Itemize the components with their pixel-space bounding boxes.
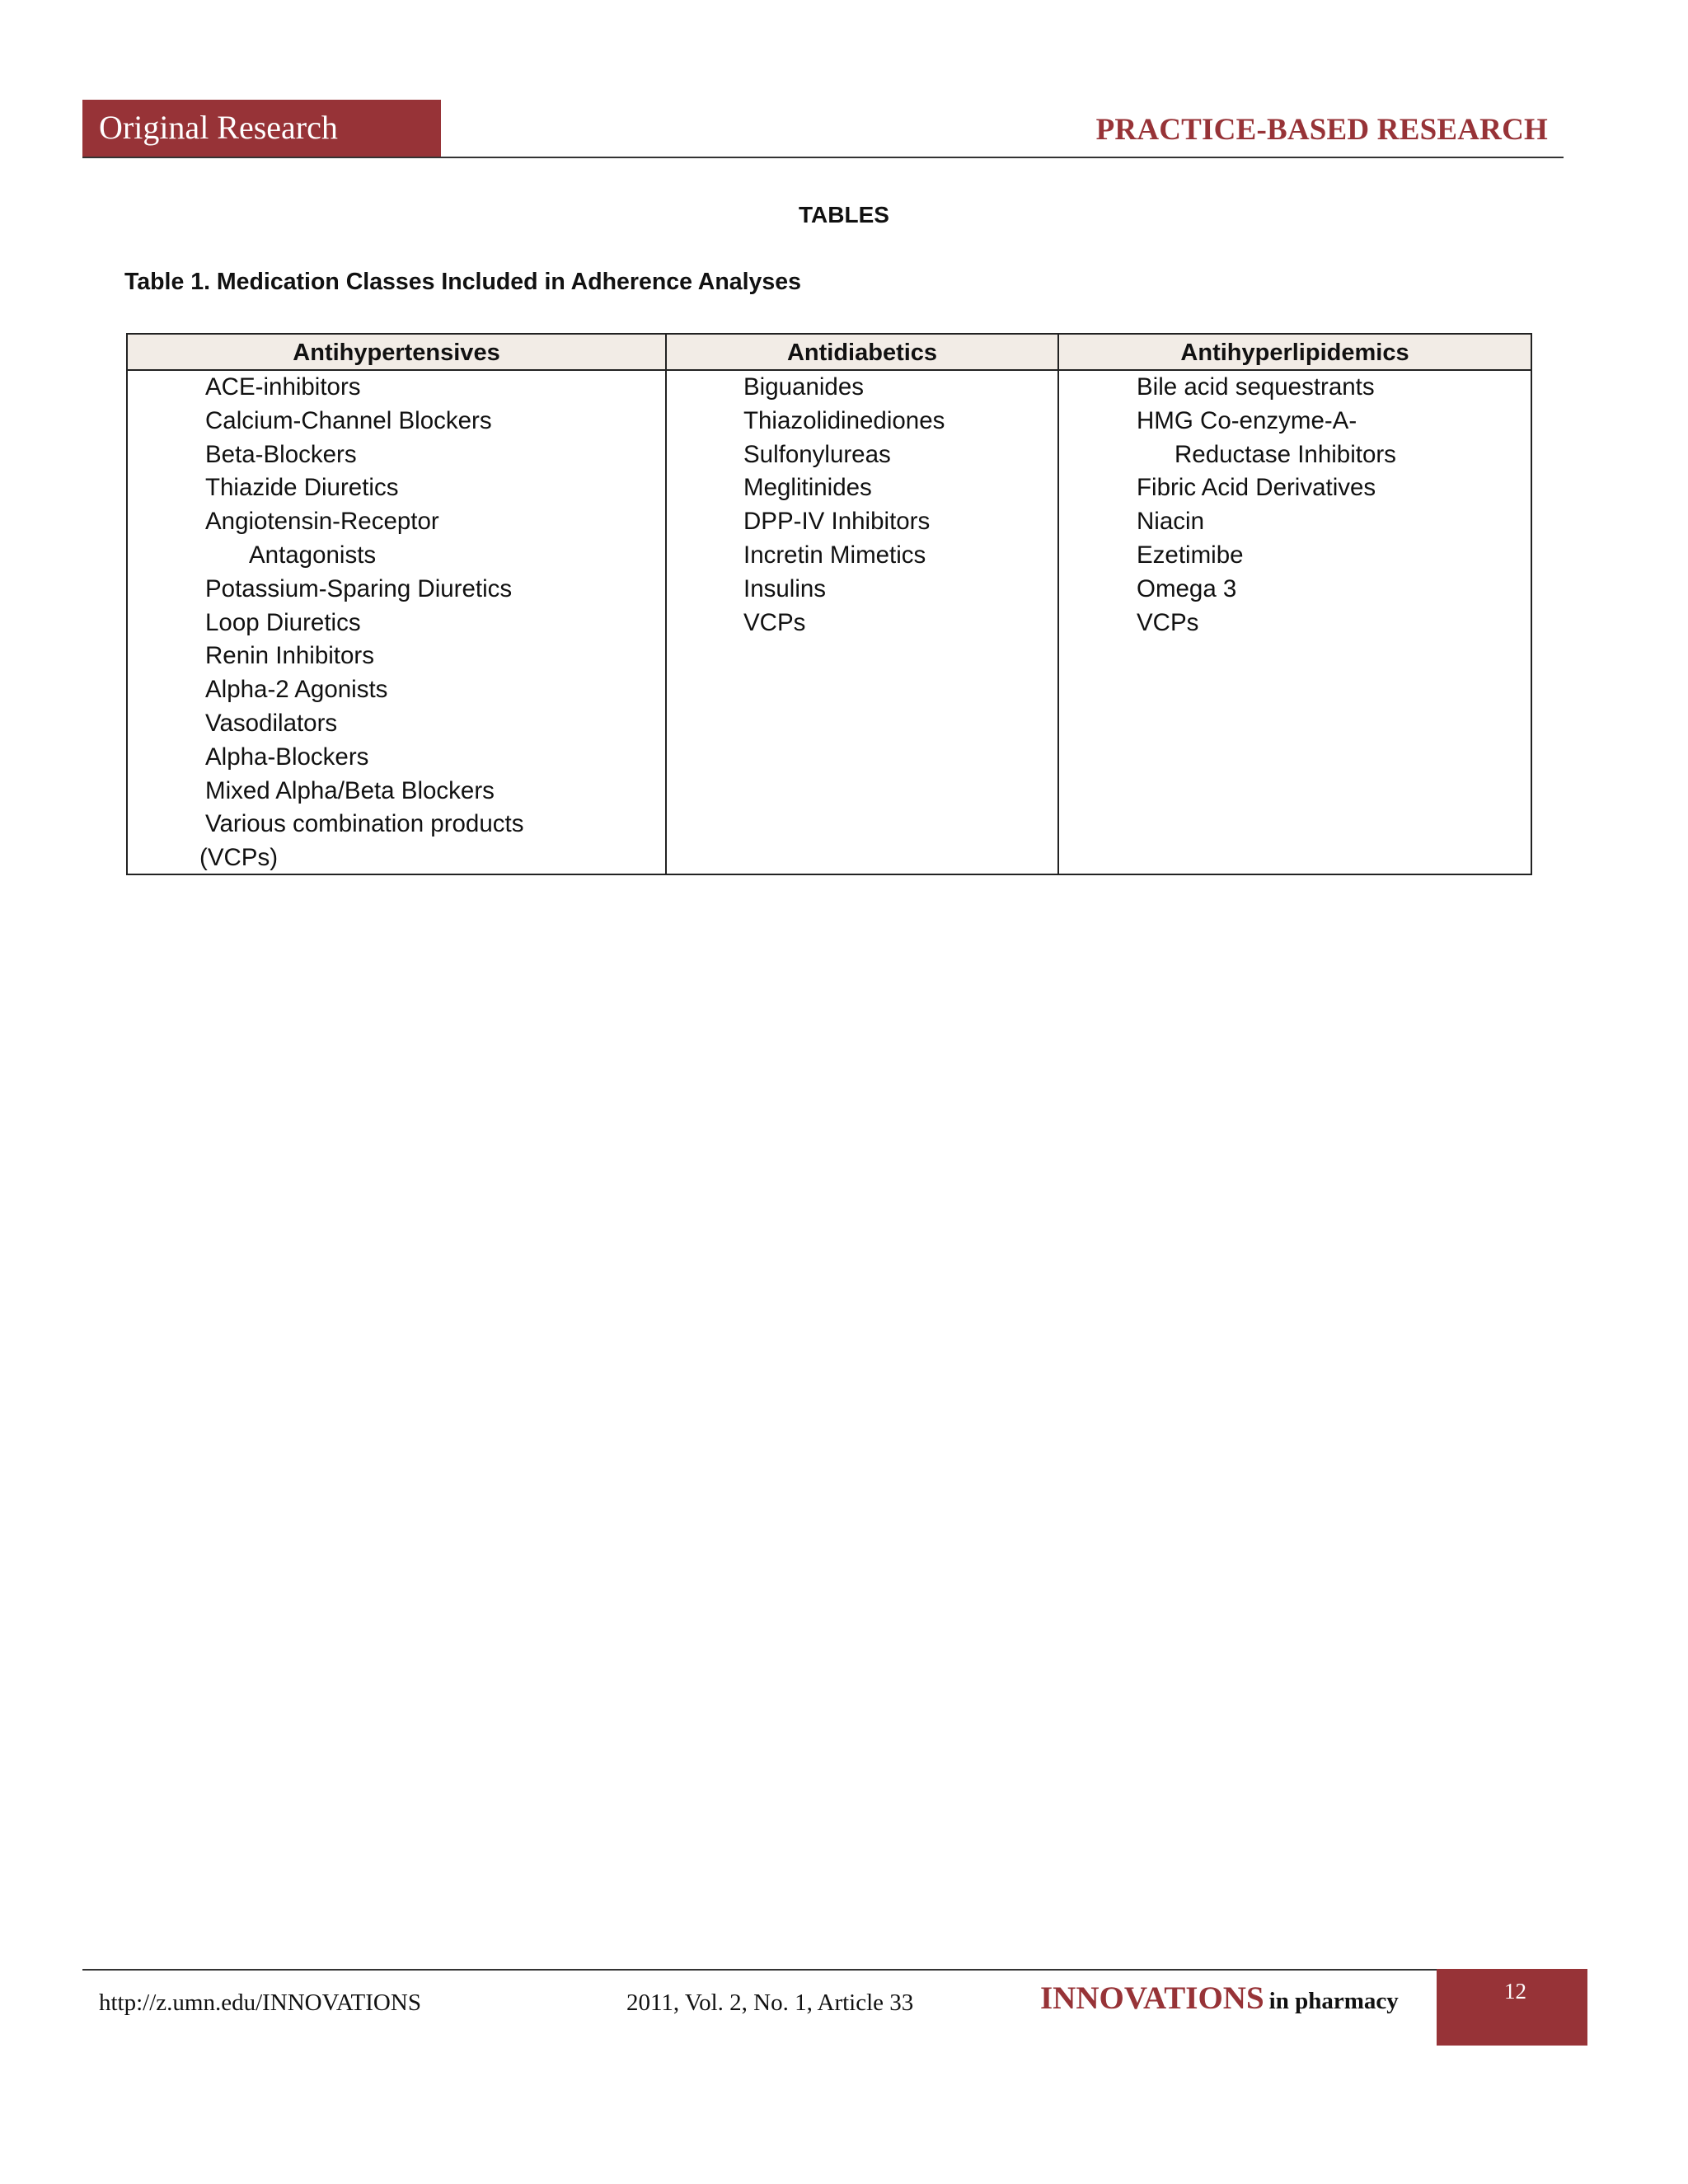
antihypertensives-list	[199, 371, 524, 875]
list-item: Antagonists	[249, 541, 377, 569]
section-label-banner	[82, 100, 441, 157]
list-item: VCPs	[743, 608, 806, 636]
antidiabetics-list	[743, 371, 945, 640]
list-item: Mixed Alpha/Beta Blockers	[205, 776, 495, 804]
page-number: 12	[1504, 1979, 1526, 2004]
list-item: Bile acid sequestrants	[1137, 373, 1375, 401]
list-item: Thiazolidinediones	[743, 406, 945, 434]
journal-brand-sub: in pharmacy	[1268, 1988, 1399, 2014]
list-item: Reductase Inhibitors	[1175, 440, 1396, 468]
medication-classes-table	[126, 333, 1532, 875]
category-label: PRACTICE-BASED RESEARCH	[1095, 113, 1548, 147]
list-item: Omega 3	[1137, 574, 1237, 602]
list-item: ACE-inhibitors	[205, 373, 361, 401]
list-item: (VCPs)	[199, 844, 279, 872]
journal-brand	[1040, 1980, 1399, 2017]
list-item: Alpha-Blockers	[205, 743, 369, 771]
footer-rule	[82, 1969, 1437, 1971]
list-item: Niacin	[1137, 508, 1204, 536]
column-header-antihypertensives: Antihypertensives	[293, 340, 500, 366]
section-label: Original Research	[99, 108, 338, 146]
list-item: Angiotensin-Receptor	[205, 508, 439, 536]
column-divider	[1057, 335, 1059, 874]
list-item: Renin Inhibitors	[205, 642, 374, 670]
antihyperlipidemics-list	[1137, 371, 1396, 640]
list-item: Meglitinides	[743, 474, 872, 502]
journal-brand-main: INNOVATIONS	[1040, 1980, 1264, 2016]
list-item: HMG Co-enzyme-A-	[1137, 406, 1357, 434]
list-item: Biguanides	[743, 373, 864, 401]
list-item: VCPs	[1137, 608, 1199, 636]
column-divider	[665, 335, 667, 874]
list-item: Ezetimibe	[1137, 541, 1244, 569]
list-item: DPP-IV Inhibitors	[743, 508, 931, 536]
journal-url[interactable]: http://z.umn.edu/INNOVATIONS	[99, 1990, 421, 2016]
table-caption: Table 1. Medication Classes Included in Adherence Analyses	[124, 269, 801, 295]
list-item: Insulins	[743, 574, 827, 602]
list-item: Loop Diuretics	[205, 608, 361, 636]
list-item: Beta-Blockers	[205, 440, 357, 468]
header-rule	[82, 157, 1564, 158]
list-item: Calcium-Channel Blockers	[205, 406, 492, 434]
list-item: Incretin Mimetics	[743, 541, 926, 569]
list-item: Vasodilators	[205, 709, 338, 737]
list-item: Potassium-Sparing Diuretics	[205, 574, 513, 602]
page-number-box	[1437, 1969, 1587, 2046]
list-item: Fibric Acid Derivatives	[1137, 474, 1376, 502]
column-header-antihyperlipidemics: Antihyperlipidemics	[1180, 340, 1409, 366]
list-item: Various combination products	[205, 810, 524, 838]
citation: 2011, Vol. 2, No. 1, Article 33	[626, 1990, 914, 2016]
list-item: Alpha-2 Agonists	[205, 676, 388, 704]
tables-heading: TABLES	[799, 202, 889, 227]
list-item: Thiazide Diuretics	[205, 474, 399, 502]
column-header-antidiabetics: Antidiabetics	[786, 340, 938, 366]
list-item: Sulfonylureas	[743, 440, 891, 468]
